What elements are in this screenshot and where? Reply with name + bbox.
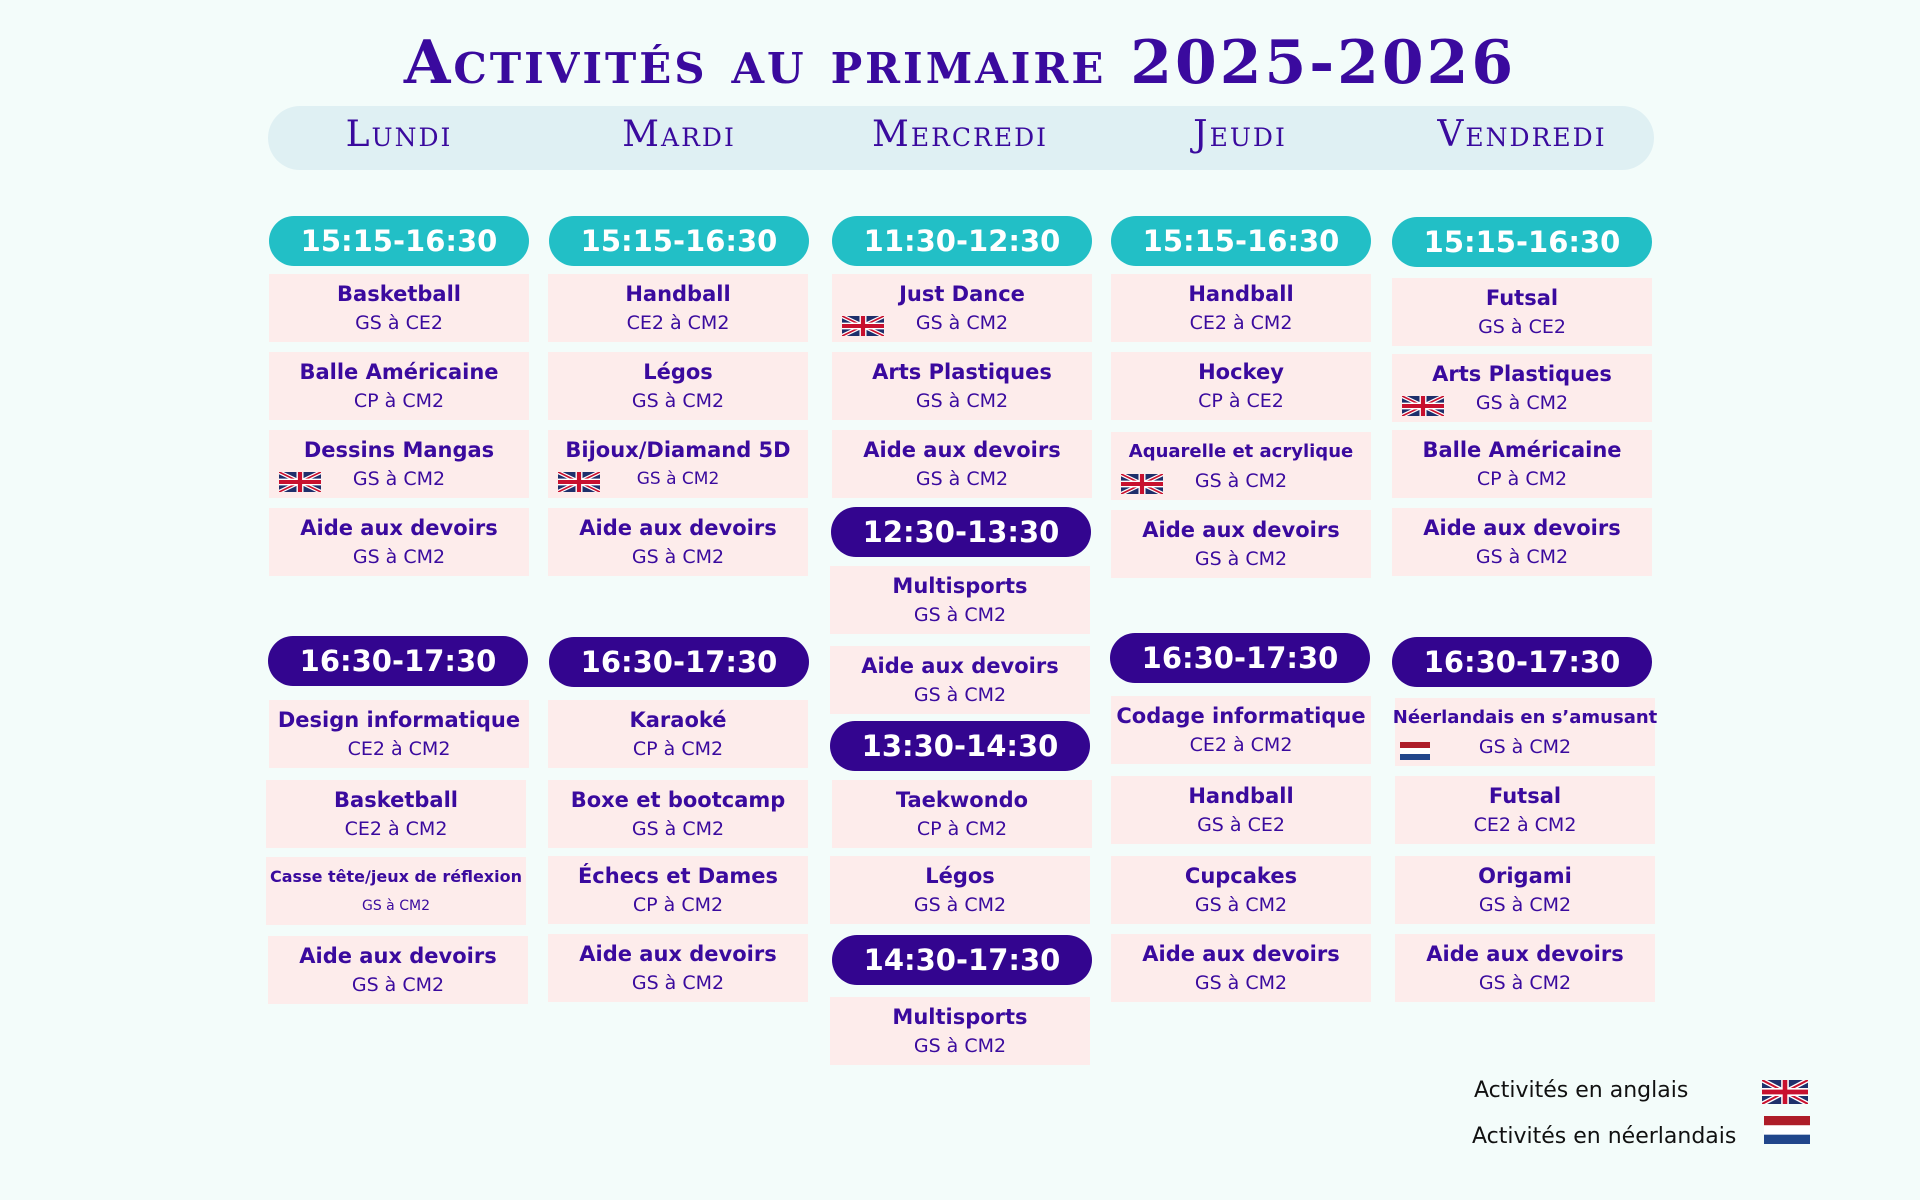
activity-grade: GS à CM2 bbox=[1194, 972, 1288, 994]
activity-name: Aide aux devoirs bbox=[1142, 942, 1340, 966]
activity-card bbox=[1111, 696, 1371, 764]
activity-grade: GS à CM2 bbox=[915, 468, 1009, 490]
activity-grade: GS à CM2 bbox=[915, 312, 1009, 334]
uk-flag-icon bbox=[1402, 396, 1444, 416]
activity-name: Légos bbox=[925, 864, 995, 888]
uk-flag-icon bbox=[279, 472, 321, 492]
activity-name: Multisports bbox=[892, 1005, 1028, 1029]
activity-name: Boxe et bootcamp bbox=[570, 788, 786, 812]
activity-grade: GS à CE2 bbox=[355, 312, 443, 334]
activity-name: Design informatique bbox=[277, 708, 521, 732]
activity-grade: GS à CM2 bbox=[1478, 736, 1572, 758]
time-slot-pill: 15:15-16:30 bbox=[1111, 216, 1371, 266]
activity-card bbox=[830, 997, 1090, 1065]
activity-name: Néerlandais en s’amusant bbox=[1392, 707, 1658, 728]
uk-flag-icon bbox=[1121, 474, 1163, 494]
page-title: Activités au primaire 2025-2026 bbox=[403, 28, 1517, 98]
activity-name: Arts Plastiques bbox=[872, 360, 1052, 384]
activity-name: Aide aux devoirs bbox=[300, 516, 498, 540]
day-mercredi: Mercredi bbox=[871, 114, 1049, 155]
activity-card bbox=[548, 508, 808, 576]
activity-card bbox=[1392, 354, 1652, 422]
activity-card bbox=[1392, 508, 1652, 576]
activity-name: Handball bbox=[1188, 784, 1294, 808]
activity-grade: CP à CM2 bbox=[353, 390, 445, 412]
time-slot-pill: 16:30-17:30 bbox=[1392, 637, 1652, 687]
activity-name: Bijoux/Diamand 5D bbox=[565, 438, 791, 462]
activity-name: Aide aux devoirs bbox=[579, 942, 777, 966]
time-slot-pill: 16:30-17:30 bbox=[549, 637, 809, 687]
activity-name: Dessins Mangas bbox=[303, 438, 495, 462]
activity-grade: GS à CM2 bbox=[631, 546, 725, 568]
activity-grade: GS à CM2 bbox=[913, 894, 1007, 916]
activity-card bbox=[1111, 856, 1371, 924]
activity-grade: CP à CE2 bbox=[1198, 390, 1284, 412]
activity-card bbox=[266, 857, 526, 925]
activity-grade: CE2 à CM2 bbox=[1189, 734, 1293, 756]
activity-card bbox=[1111, 934, 1371, 1002]
activity-card bbox=[832, 352, 1092, 420]
activity-card bbox=[269, 352, 529, 420]
time-slot-pill: 15:15-16:30 bbox=[549, 216, 809, 266]
nl-flag-icon bbox=[1400, 742, 1430, 760]
activity-card bbox=[1111, 432, 1371, 500]
time-slot-pill: 11:30-12:30 bbox=[832, 216, 1092, 266]
activity-card bbox=[832, 430, 1092, 498]
time-slot-pill: 15:15-16:30 bbox=[1392, 217, 1652, 267]
activity-grade: GS à CM2 bbox=[352, 546, 446, 568]
activity-grade: CE2 à CM2 bbox=[626, 312, 730, 334]
time-slot-pill: 16:30-17:30 bbox=[268, 636, 528, 686]
activity-card bbox=[1395, 776, 1655, 844]
activity-grade: GS à CM2 bbox=[351, 974, 445, 996]
activity-grade: CE2 à CM2 bbox=[347, 738, 451, 760]
activity-card bbox=[1395, 934, 1655, 1002]
activity-name: Aide aux devoirs bbox=[863, 438, 1061, 462]
activity-card bbox=[1111, 352, 1371, 420]
activity-card bbox=[548, 934, 808, 1002]
activity-card bbox=[830, 566, 1090, 634]
activity-name: Hockey bbox=[1198, 360, 1284, 384]
activity-card bbox=[548, 700, 808, 768]
activity-name: Handball bbox=[1188, 282, 1294, 306]
activity-grade: CP à CM2 bbox=[632, 894, 724, 916]
uk-flag-icon bbox=[1762, 1080, 1808, 1104]
activity-name: Karaoké bbox=[629, 708, 727, 732]
activity-grade: GS à CM2 bbox=[913, 684, 1007, 706]
activity-grade: GS à CM2 bbox=[1475, 546, 1569, 568]
activity-grade: GS à CM2 bbox=[1475, 392, 1569, 414]
activity-card bbox=[269, 700, 529, 768]
activity-card bbox=[830, 856, 1090, 924]
activity-name: Légos bbox=[643, 360, 713, 384]
activity-name: Multisports bbox=[892, 574, 1028, 598]
activity-grade: GS à CM2 bbox=[913, 604, 1007, 626]
activity-grade: GS à CM2 bbox=[631, 818, 725, 840]
activity-grade: GS à CE2 bbox=[1197, 814, 1285, 836]
activity-grade: GS à CM2 bbox=[352, 468, 446, 490]
activity-name: Futsal bbox=[1485, 286, 1559, 310]
activity-card bbox=[1395, 856, 1655, 924]
activity-card bbox=[832, 780, 1092, 848]
uk-flag-icon bbox=[558, 472, 600, 492]
activity-grade: GS à CM2 bbox=[362, 898, 430, 914]
activity-grade: CE2 à CM2 bbox=[1189, 312, 1293, 334]
activity-name: Balle Américaine bbox=[299, 360, 499, 384]
activity-grade: CE2 à CM2 bbox=[1473, 814, 1577, 836]
nl-flag-icon bbox=[1764, 1116, 1810, 1144]
activity-name: Handball bbox=[625, 282, 731, 306]
activity-grade: GS à CM2 bbox=[1194, 548, 1288, 570]
activity-name: Origami bbox=[1478, 864, 1572, 888]
activity-card bbox=[1111, 274, 1371, 342]
day-mardi: Mardi bbox=[622, 114, 736, 155]
activity-grade: GS à CM2 bbox=[1478, 972, 1572, 994]
activity-name: Basketball bbox=[337, 282, 461, 306]
activity-name: Cupcakes bbox=[1184, 864, 1298, 888]
activity-name: Aide aux devoirs bbox=[1423, 516, 1621, 540]
activity-name: Aide aux devoirs bbox=[1142, 518, 1340, 542]
activity-grade: CP à CM2 bbox=[916, 818, 1008, 840]
day-vendredi: Vendredi bbox=[1437, 114, 1607, 155]
activity-card bbox=[548, 856, 808, 924]
activity-name: Codage informatique bbox=[1116, 704, 1366, 728]
activity-name: Just Dance bbox=[899, 282, 1025, 306]
activity-card bbox=[269, 508, 529, 576]
activity-name: Aide aux devoirs bbox=[579, 516, 777, 540]
activity-card bbox=[548, 780, 808, 848]
time-slot-pill: 15:15-16:30 bbox=[269, 216, 529, 266]
activity-card bbox=[548, 430, 808, 498]
legend-dutch-label: Activités en néerlandais bbox=[1472, 1124, 1737, 1149]
activity-grade: GS à CM2 bbox=[1194, 894, 1288, 916]
activity-card bbox=[830, 646, 1090, 714]
activity-card bbox=[832, 274, 1092, 342]
activity-card bbox=[1392, 430, 1652, 498]
activity-card bbox=[269, 274, 529, 342]
activity-card bbox=[1111, 510, 1371, 578]
activity-name: Balle Américaine bbox=[1422, 438, 1622, 462]
activity-grade: GS à CM2 bbox=[1194, 470, 1288, 492]
activity-grade: GS à CE2 bbox=[1478, 316, 1566, 338]
activity-name: Casse tête/jeux de réflexion bbox=[270, 867, 522, 886]
legend-english-label: Activités en anglais bbox=[1474, 1078, 1689, 1103]
activity-name: Aquarelle et acrylique bbox=[1128, 441, 1354, 462]
day-lundi: Lundi bbox=[345, 114, 453, 155]
activity-grade: CP à CM2 bbox=[1476, 468, 1568, 490]
time-slot-pill: 13:30-14:30 bbox=[830, 721, 1090, 771]
activity-card bbox=[1392, 278, 1652, 346]
activity-name: Arts Plastiques bbox=[1432, 362, 1612, 386]
activity-card bbox=[266, 780, 526, 848]
activity-grade: CE2 à CM2 bbox=[344, 818, 448, 840]
activity-card bbox=[548, 352, 808, 420]
activity-grade: GS à CM2 bbox=[1478, 894, 1572, 916]
day-jeudi: Jeudi bbox=[1193, 114, 1287, 155]
activity-card bbox=[269, 430, 529, 498]
activity-card bbox=[1392, 698, 1658, 766]
time-slot-pill: 14:30-17:30 bbox=[832, 935, 1092, 985]
activity-grade: GS à CM2 bbox=[631, 972, 725, 994]
activity-card bbox=[268, 936, 528, 1004]
activity-name: Basketball bbox=[334, 788, 458, 812]
activity-grade: CP à CM2 bbox=[632, 738, 724, 760]
uk-flag-icon bbox=[842, 316, 884, 336]
activity-name: Échecs et Dames bbox=[577, 864, 779, 888]
activity-grade: GS à CM2 bbox=[636, 469, 720, 489]
activity-card bbox=[548, 274, 808, 342]
activity-card bbox=[1111, 776, 1371, 844]
activity-name: Aide aux devoirs bbox=[299, 944, 497, 968]
activity-name: Aide aux devoirs bbox=[861, 654, 1059, 678]
activity-grade: GS à CM2 bbox=[631, 390, 725, 412]
time-slot-pill: 16:30-17:30 bbox=[1110, 633, 1370, 683]
activity-name: Taekwondo bbox=[895, 788, 1029, 812]
time-slot-pill: 12:30-13:30 bbox=[831, 507, 1091, 557]
activity-name: Aide aux devoirs bbox=[1426, 942, 1624, 966]
activity-grade: GS à CM2 bbox=[915, 390, 1009, 412]
activity-grade: GS à CM2 bbox=[913, 1035, 1007, 1057]
activity-name: Futsal bbox=[1488, 784, 1562, 808]
